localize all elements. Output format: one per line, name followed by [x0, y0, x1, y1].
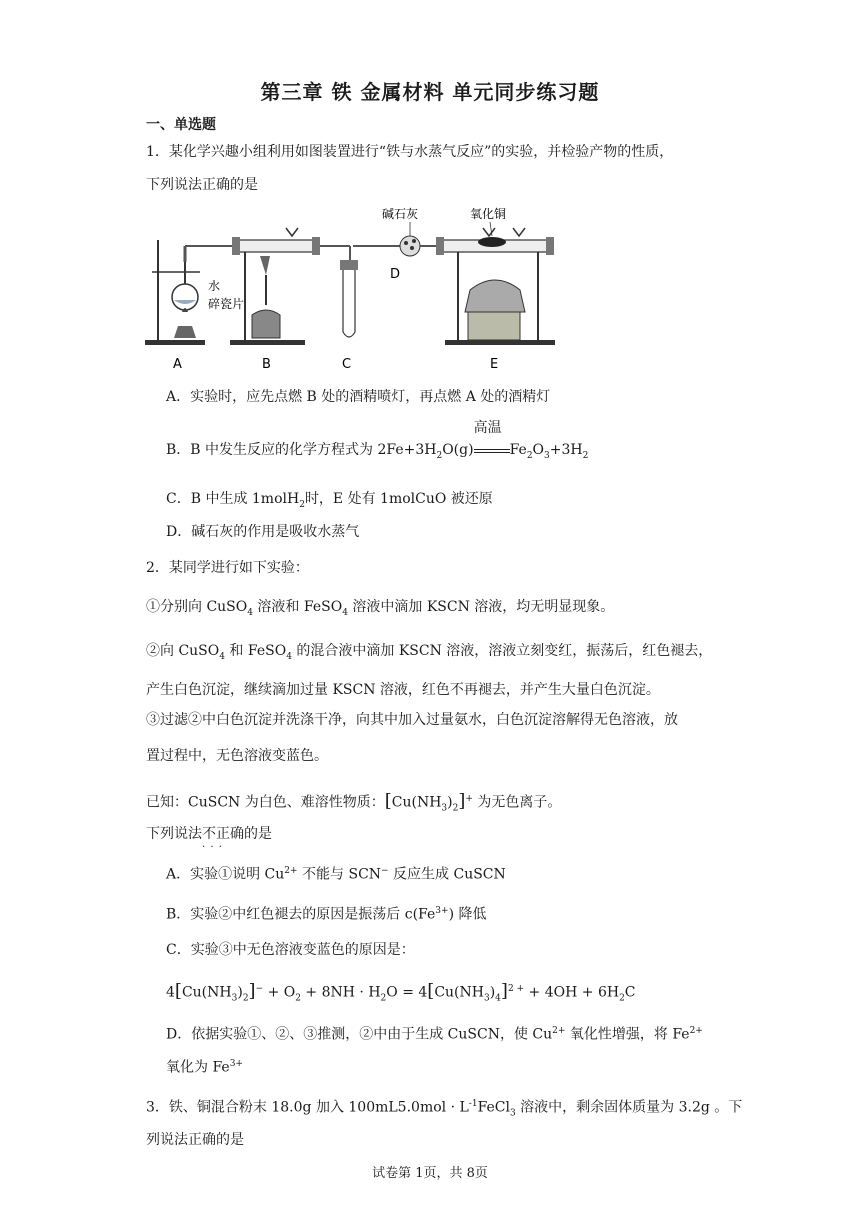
test-tube-c	[343, 270, 355, 337]
q2-step-3-cont: 置过程中，无色溶液变蓝色。	[146, 748, 328, 764]
label-soda-lime: 碱石灰	[382, 207, 419, 221]
stand-base-b	[230, 340, 305, 345]
q2-stem: 2．某同学进行如下实验：	[146, 560, 309, 576]
q2-step-2-cont: 产生白色沉淀，继续滴加过量 KSCN 溶液，红色不再褪去，并产生大量白色沉淀。	[146, 682, 660, 698]
q2-known: 已知：CuSCN 为白色、难溶性物质：$[Cu(NH_3)_2]^+$ 为无色离子。	[146, 790, 562, 814]
q2-option-c-equation: $4[Cu(NH_3)_2]^- + O_2 + 8NH \cdot H_2O = 4[Cu(NH_3)_4]^{2 +} + 4OH + 6H_2C$	[166, 980, 636, 1004]
q1-stem-line2: 下列说法正确的是	[146, 177, 258, 193]
label-e: E	[490, 357, 499, 372]
q2-step-3: ③过滤②中白色沉淀并洗涤干净，向其中加入过量氨水，白色沉淀溶解得无色溶液，放	[146, 712, 678, 728]
q1-option-a: A．实验时，应先点燃 B 处的酒精喷灯，再点燃 A 处的酒精灯	[166, 389, 551, 405]
q1-stem-line1: 1．某化学兴趣小组利用如图装置进行“铁与水蒸气反应”的实验，并检验产物的性质，	[146, 144, 674, 160]
q1-option-d: D．碱石灰的作用是吸收水蒸气	[166, 524, 360, 540]
label-b: B	[262, 357, 271, 372]
q2-step-2: ②向 CuSO$_4$ 和 FeSO$_4$ 的混合液中滴加 KSCN 溶液，溶液立刻变红，振荡后，红色褪去，	[146, 643, 713, 662]
lamp-b	[252, 310, 280, 338]
q2-option-c: C．实验③中无色溶液变蓝色的原因是：	[166, 942, 415, 958]
label-porcelain: 碎瓷片	[208, 297, 245, 311]
label-water: 水	[208, 279, 221, 293]
flask-a	[172, 284, 198, 310]
page-footer: 试卷第 1页，共 8页	[372, 1166, 488, 1181]
label-c: C	[342, 357, 352, 372]
q2-option-b: B．实验②中红色褪去的原因是振荡后 $c(Fe^{3+})$ 降低	[166, 906, 487, 923]
q2-option-d: D．依据实验①、②、③推测，②中由于生成 CuSCN，使 $Cu^{2+}$ 氧化性增强，将 $Fe^{2+}$	[166, 1026, 703, 1043]
drying-tube-d	[400, 236, 420, 256]
q3-stem: 3．铁、铜混合粉末 18.0g 加入 $100mL5.0mol \cdot L^{-1}FeCl_3$ 溶液中，剩余固体质量为 3.2g 。下	[146, 1099, 743, 1119]
q3-stem-cont: 列说法正确的是	[146, 1132, 244, 1148]
q1-apparatus-figure	[140, 200, 710, 375]
q2-step-1: ①分别向 CuSO$_4$ 溶液和 FeSO$_4$ 溶液中滴加 KSCN 溶液，均无明显现象。	[146, 599, 615, 618]
q2-option-a: A．实验①说明 $Cu^{2+}$ 不能与 SCN− 反应生成 CuSCN	[166, 866, 506, 883]
stand-base-e	[445, 340, 555, 345]
q1-option-c: C．B 中生成 1molH$_2$时，E 处有 1molCuO 被还原	[166, 491, 493, 510]
emphasis-dots: 不正确 · · ·	[202, 826, 244, 842]
section-heading: 一、单选题	[146, 117, 216, 133]
page-title: 第三章 铁 金属材料 单元同步练习题	[260, 80, 600, 104]
tube-b	[236, 240, 316, 252]
q2-option-d-cont: 氧化为 $Fe^{3+}$	[166, 1059, 243, 1076]
stand-base-a	[145, 340, 205, 345]
q1-option-b: B．B 中发生反应的化学方程式为 $2Fe+3H_2O(g)$ 高温 $Fe_2O_3+3H_2$	[166, 420, 589, 461]
label-d: D	[390, 267, 401, 282]
lamp-a	[174, 326, 196, 338]
q2-ask: 下列说法不正确 · · ·的是	[146, 824, 272, 844]
q1-option-b-condition: 高温	[473, 420, 502, 436]
label-copper-oxide: 氧化铜	[470, 207, 507, 221]
label-a: A	[173, 357, 182, 372]
lamp-e	[465, 280, 525, 312]
